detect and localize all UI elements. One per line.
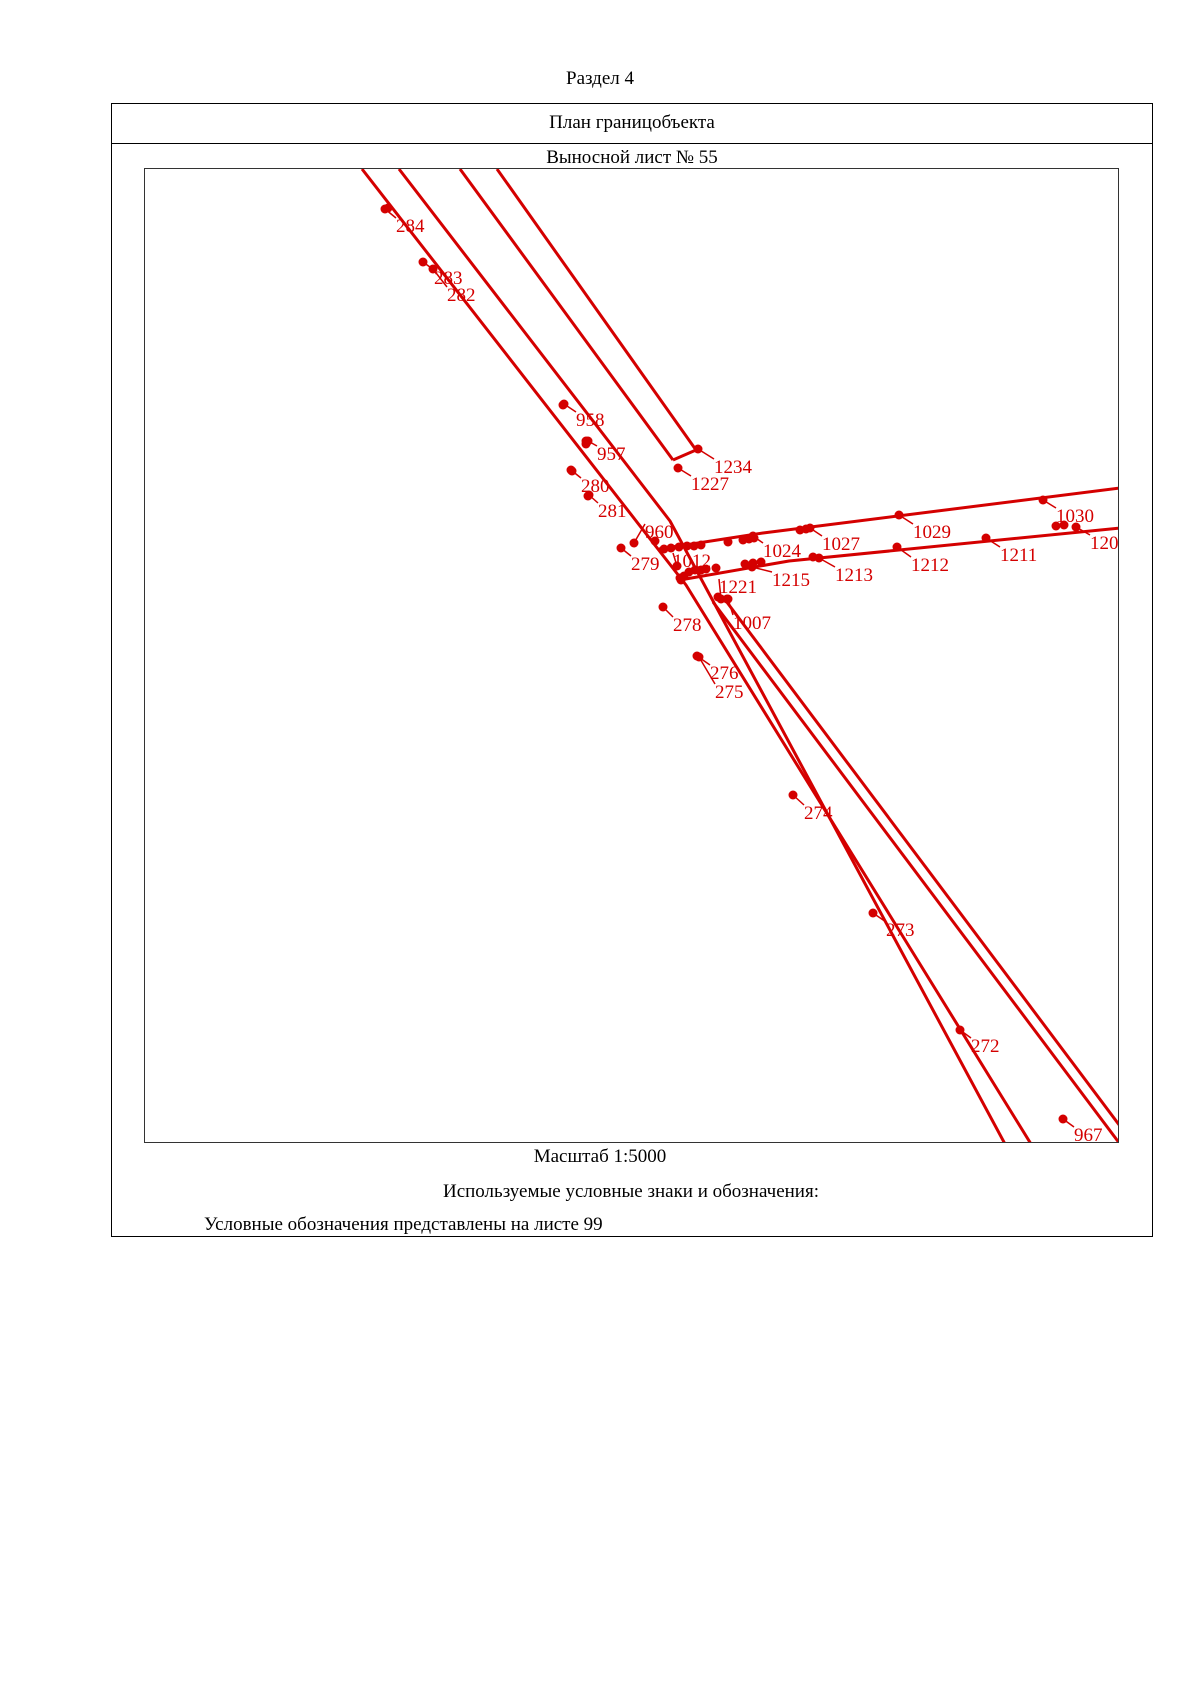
boundary-point-8 (617, 544, 626, 553)
point-label: 967 (1074, 1125, 1103, 1144)
legend-heading: Используемые условные знаки и обозначения: (442, 1181, 819, 1202)
point-label: 957 (597, 444, 626, 465)
point-label: 1024 (763, 541, 801, 562)
point-label: 1030 (1056, 506, 1094, 527)
boundary-vertex-3 (582, 440, 591, 449)
point-label: 1221 (719, 577, 757, 598)
point-label: 1012 (673, 551, 711, 572)
point-label: 1029 (913, 522, 951, 543)
boundary-point-28 (956, 1026, 965, 1035)
boundary-point-labels (396, 216, 1119, 1143)
point-label: 272 (971, 1036, 1000, 1057)
section-title: Раздел 4 (566, 68, 634, 89)
boundary-point-15 (1039, 496, 1048, 505)
boundary-point-7 (630, 539, 639, 548)
point-label: 281 (598, 501, 627, 522)
boundary-point-14 (895, 511, 904, 520)
point-label: 273 (886, 920, 915, 941)
boundary-line-2 (460, 169, 673, 460)
boundary-point-27 (869, 909, 878, 918)
boundary-line-7 (713, 602, 1119, 1143)
point-label: 1027 (822, 534, 860, 555)
boundary-vertex-25 (712, 564, 721, 573)
boundary-vertex-4 (568, 467, 577, 476)
point-label: 275 (715, 682, 744, 703)
point-label: 278 (673, 615, 702, 636)
point-label: 1234 (714, 457, 752, 478)
boundary-vertex-16 (750, 534, 759, 543)
point-label: 284 (396, 216, 425, 237)
boundary-map (144, 168, 1119, 1143)
scale-label: Масштаб 1:5000 (533, 1146, 667, 1167)
boundary-vertex-29 (809, 553, 818, 562)
point-label: 282 (447, 285, 476, 306)
point-label: 958 (576, 410, 605, 431)
boundary-line-3 (497, 169, 696, 450)
boundary-point-19 (893, 543, 902, 552)
legend-note: Условные обозначения представлены на листе 99 (204, 1214, 603, 1235)
boundary-point-23 (659, 603, 668, 612)
point-label: 280 (581, 476, 610, 497)
point-label: 1211 (1000, 545, 1038, 566)
boundary-vertex-27 (749, 559, 758, 568)
boundary-vertex-18 (802, 525, 811, 534)
boundary-point-29 (1059, 1115, 1068, 1124)
point-label: 1212 (911, 555, 949, 576)
boundary-map-drawing (145, 169, 1119, 1143)
boundary-point-26 (789, 791, 798, 800)
point-label: 960 (645, 522, 674, 543)
point-label: 279 (631, 554, 660, 575)
point-label: 1007 (733, 613, 771, 634)
point-label: 276 (710, 663, 739, 684)
boundary-vertex-0 (384, 204, 393, 213)
boundary-point-25 (695, 653, 704, 662)
sheet-title: Выносной лист № 55 (546, 147, 718, 168)
boundary-vertex-1 (559, 401, 568, 410)
boundary-vertex-26 (741, 560, 750, 569)
point-label: 1213 (835, 565, 873, 586)
boundary-lines (362, 169, 1119, 1143)
boundary-line-4 (673, 450, 696, 460)
boundary-vertex-13 (724, 538, 733, 547)
boundary-point-10 (694, 445, 703, 454)
boundary-point-20 (982, 534, 991, 543)
point-label: 1227 (691, 474, 729, 495)
boundary-point-1 (419, 258, 428, 267)
boundary-line-8 (723, 597, 1119, 1126)
point-label: 120 (1090, 533, 1119, 554)
boundary-vertex-12 (697, 541, 706, 550)
boundary-point-11 (674, 464, 683, 473)
boundary-vertex-32 (676, 574, 685, 583)
point-label: 283 (434, 268, 463, 289)
point-label: 1215 (772, 570, 810, 591)
point-label: 274 (804, 803, 833, 824)
plan-header-title: План границобъекта (112, 104, 1152, 144)
